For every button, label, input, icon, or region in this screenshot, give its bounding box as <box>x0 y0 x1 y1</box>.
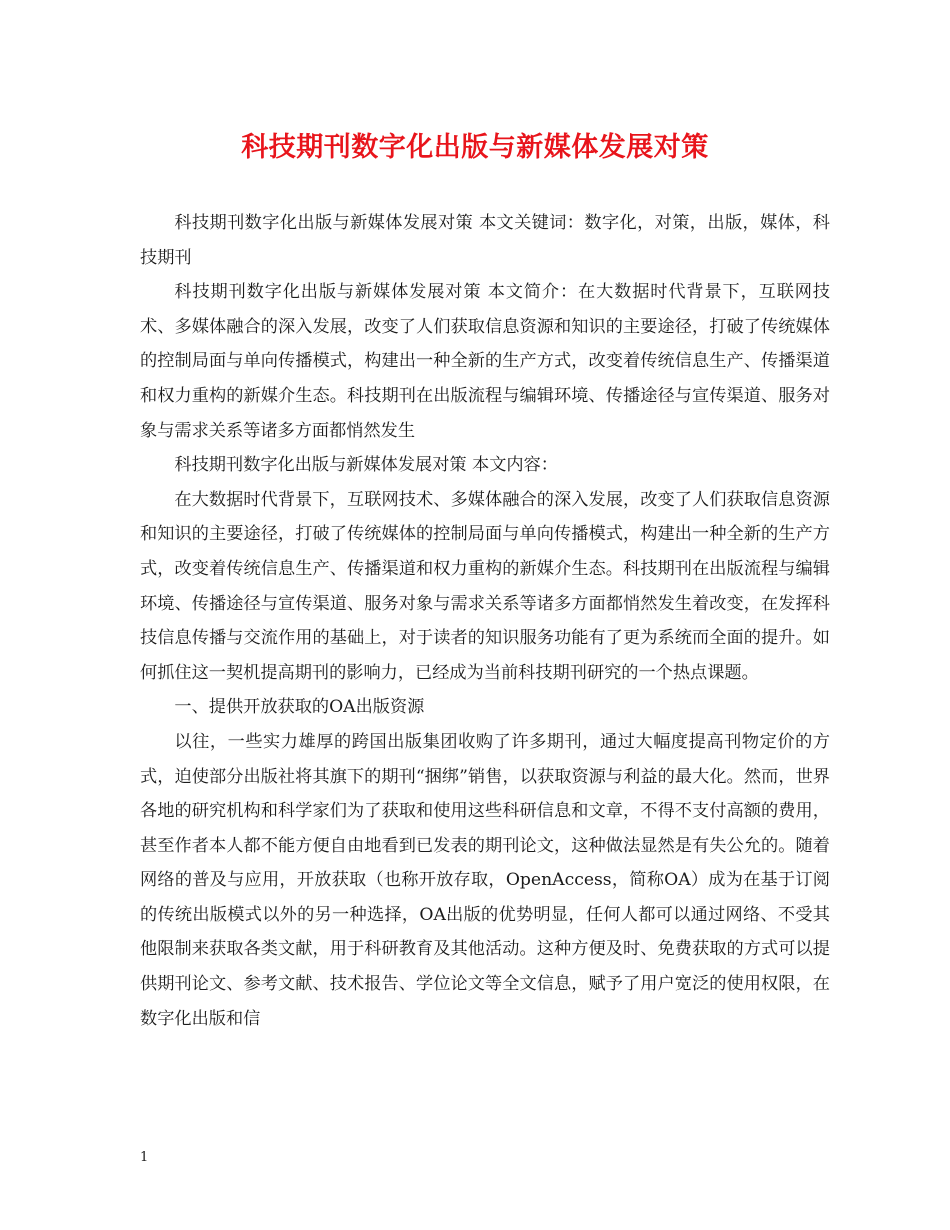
page-number: 1 <box>140 1150 149 1165</box>
paragraph-summary: 科技期刊数字化出版与新媒体发展对策 本文简介：在大数据时代背景下，互联网技术、多媒体融合的深入发展，改变了人们获取信息资源和知识的主要途径，打破了传统媒体的控制局面与单向传播模式，构建出一种全新的生产方式，改变着传统信息生产、传播渠道和权力重构的新媒介生态。科技期刊在出版流程与编辑环境、传播途径与宣传渠道、服务对象与需求关系等诸多方面都悄然发生 <box>140 282 830 441</box>
document-title: 科技期刊数字化出版与新媒体发展对策 <box>241 132 709 163</box>
paragraph-oa-body: 以往，一些实力雄厚的跨国出版集团收购了许多期刊，通过大幅度提高刊物定价的方式，迫使部分出版社将其旗下的期刊“捆绑”销售，以获取资源与利益的最大化。然而，世界各地的研究机构和科学家们为了获取和使用这些科研信息和文章，不得不支付高额的费用，甚至作者本人都不能方便自由地看到已发表的期刊论文，这种做法显然是有失公允的。随着网络的普及与应用，开放获取（也称开放存取，OpenAccess，简称OA）成为在基于订阅的传统出版模式以外的另一种选择，OA出版的优势明显，任何人都可以通过网络、不受其他限制来获取各类文献，用于科研教育及其他活动。这种方便及时、免费获取的方式可以提供期刊论文、参考文献、技术报告、学位论文等全文信息，赋予了用户宽泛的使用权限，在数字化出版和信 <box>140 731 830 1029</box>
paragraph-content-label: 科技期刊数字化出版与新媒体发展对策 本文内容： <box>174 455 558 476</box>
paragraph-intro: 在大数据时代背景下，互联网技术、多媒体融合的深入发展，改变了人们获取信息资源和知识的主要途径，打破了传统媒体的控制局面与单向传播模式，构建出一种全新的生产方式，改变着传统信息生产、传播渠道和权力重构的新媒介生态。科技期刊在出版流程与编辑环境、传播途径与宣传渠道、服务对象与需求关系等诸多方面都悄然发生着改变，在发挥科技信息传播与交流作用的基础上，对于读者的知识服务功能有了更为系统而全面的提升。如何抓住这一契机提高期刊的影响力，已经成为当前科技期刊研究的一个热点课题。 <box>140 489 830 683</box>
section-heading-oa: 一、提供开放获取的OA出版资源 <box>174 697 425 718</box>
document-body <box>140 206 830 1036</box>
paragraph-keywords: 科技期刊数字化出版与新媒体发展对策 本文关键词：数字化，对策，出版，媒体，科技期刊 <box>140 213 830 268</box>
